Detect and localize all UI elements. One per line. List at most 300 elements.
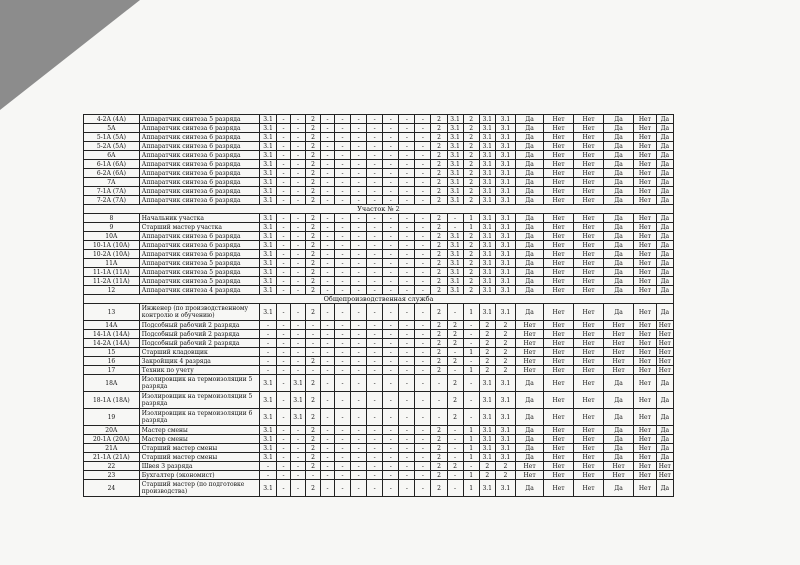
table-cell: 2	[306, 268, 321, 277]
table-cell: -	[334, 304, 350, 321]
table-cell: -	[367, 480, 383, 497]
table-cell: -	[277, 426, 291, 435]
table-cell: -	[383, 241, 399, 250]
table-cell: Нет	[544, 453, 574, 462]
table-cell: Да	[516, 250, 544, 259]
table-cell: -	[291, 366, 306, 375]
table-cell: -	[277, 196, 291, 205]
table-cell: Нет	[574, 241, 604, 250]
table-cell: 3.1	[479, 286, 495, 295]
table-cell: 2	[495, 321, 515, 330]
table-cell: -	[277, 214, 291, 223]
table-cell: Да	[516, 196, 544, 205]
table-cell: 2	[306, 133, 321, 142]
table-cell: Нет	[634, 124, 657, 133]
table-cell: -	[351, 426, 367, 435]
table-row	[84, 321, 674, 330]
table-cell: -	[291, 133, 306, 142]
table-cell: -	[321, 426, 335, 435]
table-cell: Нет	[634, 250, 657, 259]
table-cell: -	[259, 339, 276, 348]
section-3-header	[84, 295, 674, 304]
table-cell: -	[399, 124, 415, 133]
table-cell: -	[399, 160, 415, 169]
table-cell: -	[351, 187, 367, 196]
job-title: Изолировщик на термоизоляции 5 разряда	[139, 375, 259, 392]
table-cell: -	[277, 124, 291, 133]
table-cell: 3.1	[259, 268, 276, 277]
table-cell: -	[351, 453, 367, 462]
table-cell: -	[351, 259, 367, 268]
table-cell: Нет	[544, 471, 574, 480]
table-cell: Да	[604, 409, 634, 426]
job-title: Подсобный рабочий 2 разряда	[139, 339, 259, 348]
table-cell: 2	[447, 409, 463, 426]
table-cell: -	[383, 223, 399, 232]
table-cell: -	[415, 286, 431, 295]
job-title: Инженер (по производственному контролю и обучению)	[139, 304, 259, 321]
table-cell: -	[367, 409, 383, 426]
table-cell: -	[399, 480, 415, 497]
table-cell: 2	[431, 115, 447, 124]
table-cell: Нет	[544, 277, 574, 286]
table-cell: -	[334, 160, 350, 169]
table-cell: 3.1	[495, 124, 515, 133]
table-cell: -	[334, 321, 350, 330]
table-cell: 2	[306, 357, 321, 366]
table-cell: -	[399, 375, 415, 392]
table-cell: 2	[431, 178, 447, 187]
table-cell: -	[306, 330, 321, 339]
table-cell: Нет	[516, 471, 544, 480]
table-cell: -	[291, 330, 306, 339]
table-cell: -	[291, 232, 306, 241]
table-row	[84, 187, 674, 196]
table-cell: -	[383, 187, 399, 196]
table-cell: -	[321, 223, 335, 232]
table-cell: Да	[516, 124, 544, 133]
table-cell: 2	[306, 409, 321, 426]
job-title: Аппаратчик синтеза 6 разряда	[139, 196, 259, 205]
table-cell: Нет	[516, 357, 544, 366]
table-cell: Нет	[604, 348, 634, 357]
table-cell: 3.1	[479, 268, 495, 277]
table-cell: -	[399, 223, 415, 232]
table-cell: -	[367, 462, 383, 471]
table-cell: 2	[306, 214, 321, 223]
table-cell: -	[351, 232, 367, 241]
table-row	[84, 268, 674, 277]
table-cell: -	[367, 124, 383, 133]
table-cell: 2	[306, 115, 321, 124]
table-cell: 3.1	[259, 223, 276, 232]
table-cell: 3.1	[479, 444, 495, 453]
table-cell: 3.1	[495, 115, 515, 124]
table-cell: -	[415, 330, 431, 339]
table-cell: 2	[306, 453, 321, 462]
table-cell: Да	[656, 268, 673, 277]
table-cell: -	[334, 241, 350, 250]
table-cell: 2	[306, 286, 321, 295]
table-cell: 3.1	[479, 133, 495, 142]
table-cell: -	[399, 339, 415, 348]
table-cell: Да	[656, 115, 673, 124]
table-cell: Да	[656, 480, 673, 497]
table-cell: 2	[447, 375, 463, 392]
table-row	[84, 142, 674, 151]
table-cell: Нет	[604, 462, 634, 471]
table-cell: Нет	[544, 151, 574, 160]
workplace-code: 9	[84, 223, 140, 232]
table-cell: -	[367, 471, 383, 480]
table-cell: -	[415, 392, 431, 409]
table-cell: 3.1	[259, 286, 276, 295]
job-title: Аппаратчик синтеза 6 разряда	[139, 169, 259, 178]
table-cell: -	[277, 133, 291, 142]
table-cell: -	[291, 480, 306, 497]
table-cell: -	[277, 178, 291, 187]
table-cell: Нет	[544, 435, 574, 444]
table-cell: Нет	[516, 330, 544, 339]
table-cell: -	[399, 435, 415, 444]
table-cell: 3.1	[495, 426, 515, 435]
table-cell: -	[334, 223, 350, 232]
workplace-code: 20А	[84, 426, 140, 435]
table-cell: -	[291, 453, 306, 462]
table-cell: 2	[431, 241, 447, 250]
table-cell: Нет	[656, 462, 673, 471]
table-cell: Нет	[634, 133, 657, 142]
table-cell: -	[399, 196, 415, 205]
table-cell: 3.1	[479, 115, 495, 124]
table-cell: -	[351, 178, 367, 187]
table-cell: 3.1	[479, 409, 495, 426]
table-cell: 2	[431, 187, 447, 196]
table-cell: 2	[306, 444, 321, 453]
table-cell: -	[291, 277, 306, 286]
table-cell: Нет	[634, 214, 657, 223]
table-cell: 1	[463, 453, 479, 462]
workplace-code: 7-2А (7А)	[84, 196, 140, 205]
table-cell: Нет	[634, 142, 657, 151]
table-cell: Нет	[604, 366, 634, 375]
job-title: Изолировщик на термоизоляции 6 разряда	[139, 409, 259, 426]
table-cell: Нет	[634, 286, 657, 295]
table-cell: -	[259, 348, 276, 357]
table-cell: -	[415, 357, 431, 366]
job-title: Подсобный рабочий 2 разряда	[139, 321, 259, 330]
table-cell: Да	[656, 375, 673, 392]
table-cell: -	[415, 435, 431, 444]
table-cell: -	[277, 232, 291, 241]
table-cell: Нет	[634, 375, 657, 392]
table-cell: -	[399, 321, 415, 330]
workplace-code: 11-1А (11А)	[84, 268, 140, 277]
table-cell: -	[277, 444, 291, 453]
table-cell: Нет	[574, 471, 604, 480]
table-cell: -	[291, 426, 306, 435]
table-cell: 2	[431, 471, 447, 480]
table-cell: 3.1	[495, 196, 515, 205]
table-cell: Нет	[544, 392, 574, 409]
table-cell: -	[334, 348, 350, 357]
job-title: Закройщик 4 разряда	[139, 357, 259, 366]
table-cell: Нет	[544, 462, 574, 471]
table-cell: -	[277, 409, 291, 426]
workplace-code: 8	[84, 214, 140, 223]
table-cell: -	[277, 250, 291, 259]
table-cell: Нет	[544, 115, 574, 124]
table-cell: -	[415, 250, 431, 259]
table-cell: 3.1	[479, 124, 495, 133]
table-cell: -	[399, 178, 415, 187]
job-title: Аппаратчик синтеза 6 разряда	[139, 151, 259, 160]
table-cell: 2	[431, 133, 447, 142]
table-cell: -	[383, 471, 399, 480]
table-cell: 3.1	[479, 160, 495, 169]
table-cell: -	[321, 392, 335, 409]
table-cell: -	[415, 453, 431, 462]
table-cell: -	[277, 268, 291, 277]
table-cell: Нет	[574, 392, 604, 409]
table-cell: 3.1	[259, 196, 276, 205]
table-cell: -	[383, 250, 399, 259]
table-cell: Нет	[634, 304, 657, 321]
table-cell: 2	[431, 480, 447, 497]
table-cell: 3.1	[495, 133, 515, 142]
table-cell: 3.1	[291, 375, 306, 392]
table-cell: -	[367, 435, 383, 444]
table-cell: 3.1	[495, 268, 515, 277]
table-cell: -	[415, 187, 431, 196]
table-cell: -	[399, 366, 415, 375]
block-1-rows	[84, 115, 674, 205]
table-row	[84, 286, 674, 295]
table-cell: -	[463, 409, 479, 426]
table-cell: Нет	[544, 160, 574, 169]
job-title: Аппаратчик синтеза 6 разряда	[139, 178, 259, 187]
table-cell: Нет	[544, 366, 574, 375]
table-row	[84, 348, 674, 357]
table-cell: -	[399, 348, 415, 357]
table-cell: Нет	[634, 462, 657, 471]
table-cell: 2	[431, 151, 447, 160]
job-title: Старший мастер участка	[139, 223, 259, 232]
work-conditions-table	[83, 114, 674, 497]
table-cell: 2	[306, 178, 321, 187]
table-cell: -	[383, 286, 399, 295]
table-cell: -	[334, 178, 350, 187]
table-cell: -	[367, 142, 383, 151]
table-cell: Да	[604, 480, 634, 497]
table-cell: Нет	[634, 115, 657, 124]
table-cell: 3.1	[447, 241, 463, 250]
table-cell: Нет	[574, 160, 604, 169]
table-cell: -	[415, 409, 431, 426]
table-cell: -	[367, 286, 383, 295]
table-cell: -	[399, 232, 415, 241]
table-cell: -	[291, 286, 306, 295]
table-cell: 3.1	[479, 375, 495, 392]
table-cell: Нет	[634, 241, 657, 250]
table-cell: 3.1	[495, 286, 515, 295]
table-cell: 2	[495, 348, 515, 357]
table-cell: Да	[516, 151, 544, 160]
table-cell: -	[383, 160, 399, 169]
table-cell: Да	[516, 409, 544, 426]
table-cell: 2	[306, 426, 321, 435]
table-cell: -	[447, 453, 463, 462]
folded-corner	[0, 0, 140, 110]
table-cell: -	[399, 142, 415, 151]
table-row	[84, 259, 674, 268]
table-cell: -	[367, 250, 383, 259]
table-cell: 2	[306, 151, 321, 160]
table-cell: -	[351, 435, 367, 444]
job-title: Аппаратчик синтеза 6 разряда	[139, 160, 259, 169]
table-cell: -	[334, 124, 350, 133]
table-cell: -	[415, 348, 431, 357]
table-cell: -	[383, 169, 399, 178]
table-cell: Да	[656, 151, 673, 160]
table-cell: Нет	[574, 426, 604, 435]
table-cell: Нет	[544, 304, 574, 321]
table-cell: -	[321, 151, 335, 160]
table-cell: Нет	[544, 330, 574, 339]
table-cell: 3.1	[479, 277, 495, 286]
table-cell: -	[351, 214, 367, 223]
table-cell: 3.1	[495, 241, 515, 250]
table-cell: -	[415, 366, 431, 375]
table-cell: -	[447, 348, 463, 357]
table-cell: Нет	[574, 480, 604, 497]
table-cell: -	[351, 392, 367, 409]
table-cell: Нет	[604, 339, 634, 348]
table-cell: 2	[463, 151, 479, 160]
table-cell: -	[399, 409, 415, 426]
table-cell: -	[447, 223, 463, 232]
table-cell: Да	[656, 453, 673, 462]
table-cell: 2	[463, 115, 479, 124]
table-cell: -	[383, 232, 399, 241]
table-cell: -	[334, 392, 350, 409]
table-cell: -	[367, 268, 383, 277]
table-cell: Да	[516, 286, 544, 295]
table-cell: Да	[604, 250, 634, 259]
table-cell: Нет	[634, 232, 657, 241]
table-cell: Нет	[544, 339, 574, 348]
job-title: Аппаратчик синтеза 6 разряда	[139, 187, 259, 196]
table-cell: Нет	[544, 444, 574, 453]
table-cell: -	[463, 339, 479, 348]
table-cell: -	[291, 259, 306, 268]
table-cell: -	[321, 142, 335, 151]
table-cell: Да	[604, 392, 634, 409]
table-cell: 3.1	[495, 214, 515, 223]
table-cell: 2	[495, 471, 515, 480]
table-cell: 2	[495, 366, 515, 375]
table-cell: -	[277, 453, 291, 462]
table-cell: 2	[431, 366, 447, 375]
table-cell: 3.1	[259, 409, 276, 426]
table-cell: Нет	[634, 277, 657, 286]
table-cell: Да	[516, 480, 544, 497]
table-cell: -	[383, 304, 399, 321]
table-cell: -	[415, 214, 431, 223]
table-cell: Нет	[516, 339, 544, 348]
job-title: Аппаратчик синтеза 6 разряда	[139, 241, 259, 250]
table-cell: -	[383, 426, 399, 435]
table-cell: 2	[479, 348, 495, 357]
table-cell: -	[259, 366, 276, 375]
table-cell: 3.1	[259, 304, 276, 321]
table-cell: -	[277, 366, 291, 375]
table-row	[84, 392, 674, 409]
table-cell: 3.1	[291, 392, 306, 409]
table-cell: Нет	[574, 268, 604, 277]
workplace-code: 17	[84, 366, 140, 375]
workplace-code: 10А	[84, 232, 140, 241]
job-title: Аппаратчик синтеза 4 разряда	[139, 286, 259, 295]
table-cell: 3.1	[259, 444, 276, 453]
table-cell: Нет	[604, 357, 634, 366]
table-cell: Да	[516, 160, 544, 169]
table-cell: -	[399, 392, 415, 409]
table-cell: -	[351, 444, 367, 453]
workplace-code: 10-1А (10А)	[84, 241, 140, 250]
table-row	[84, 444, 674, 453]
table-cell: Нет	[544, 321, 574, 330]
table-cell: 2	[306, 277, 321, 286]
table-cell: -	[277, 259, 291, 268]
table-cell: 3.1	[495, 392, 515, 409]
table-cell: Да	[604, 277, 634, 286]
table-cell: -	[463, 330, 479, 339]
table-cell: 2	[306, 142, 321, 151]
table-cell: Да	[516, 169, 544, 178]
table-row	[84, 124, 674, 133]
table-cell: Нет	[574, 462, 604, 471]
table-cell: 3.1	[479, 223, 495, 232]
table-cell: 3.1	[447, 115, 463, 124]
table-cell: 3.1	[495, 277, 515, 286]
table-cell: Нет	[634, 409, 657, 426]
table-cell: -	[334, 268, 350, 277]
table-cell: 3.1	[447, 232, 463, 241]
table-cell: -	[383, 339, 399, 348]
table-cell: -	[259, 357, 276, 366]
table-cell: 3.1	[479, 214, 495, 223]
table-cell: -	[321, 321, 335, 330]
table-cell: Нет	[634, 339, 657, 348]
table-cell: -	[399, 471, 415, 480]
table-cell: 1	[463, 480, 479, 497]
table-cell: 1	[463, 223, 479, 232]
table-cell: 1	[463, 471, 479, 480]
table-cell: -	[383, 133, 399, 142]
table-cell: -	[277, 321, 291, 330]
table-cell: Да	[656, 232, 673, 241]
table-row	[84, 277, 674, 286]
table-cell: -	[321, 444, 335, 453]
table-cell: Нет	[574, 250, 604, 259]
workplace-code: 12	[84, 286, 140, 295]
table-cell: -	[383, 409, 399, 426]
job-title: Старший кладовщик	[139, 348, 259, 357]
table-cell: -	[399, 426, 415, 435]
table-row	[84, 304, 674, 321]
table-cell: Нет	[574, 286, 604, 295]
